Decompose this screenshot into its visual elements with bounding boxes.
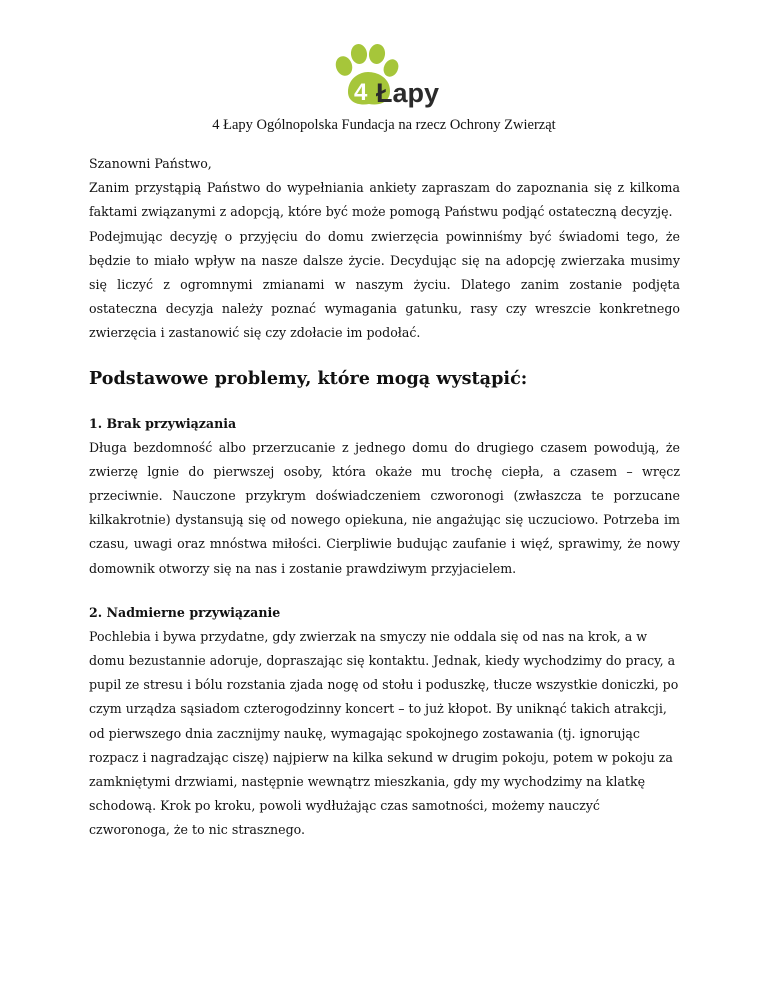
salutation: Szanowni Państwo, bbox=[89, 156, 212, 171]
organization-name: 4 Łapy Ogólnopolska Fundacja na rzecz Ochrony Zwierząt bbox=[212, 117, 556, 133]
intro-paragraph: Podejmując decyzję o przyjęciu do domu zwierzęcia powinniśmy być świadomi tego, że będzie to miało wpływ na nasze dalsze życie. Decydując się na adopcję zwierzaka musimy się liczyć z ogromnymi zmianami w naszym życiu. Dlatego zanim zostanie podjęta ostateczna decyzja należy poznać wymagania gatunku, rasy czy wreszcie konkretnego zwierzęcia i zastanowić się czy zdołacie im podołać. bbox=[89, 228, 680, 341]
logo-number: 4 bbox=[354, 79, 368, 106]
paw-logo-icon bbox=[332, 44, 444, 108]
foundation-logo bbox=[332, 44, 444, 108]
section-title: 1. Brak przywiązania bbox=[89, 415, 237, 431]
section-title: 2. Nadmierne przywiązanie bbox=[89, 604, 281, 620]
logo-wordmark: Łapy bbox=[376, 78, 440, 108]
section-body: Pochlebia i bywa przydatne, gdy zwierzak na smyczy nie oddala się od nas na krok, a w domu bezustannie adoruje, dopraszając się kontaktu. Jednak, kiedy wychodzimy do pracy, a pupil ze stresu i bólu rozstania zjada nogę od stołu i poduszkę, tłucze wszystkie doniczki, po czym urządza sąsiadom czterogodzinny koncert – to już kłopot. By uniknąć takich atrakcji, od pierwszego dnia zacznijmy naukę, wymagając spokojnego zostawania (tj. ignorując rozpacz i nagradzając ciszę) najpierw na kilka sekund w drugim pokoju, potem w pokoju za zamkniętymi drzwiami, następnie wewnątrz mieszkania, gdy my wychodzimy na klatkę schodową. Krok po kroku, powoli wydłużając czas samotności, możemy nauczyć czworonoga, że to nic strasznego. bbox=[89, 628, 679, 838]
intro-paragraph: Zanim przystąpią Państwo do wypełniania ankiety zapraszam do zapoznania się z kilkoma faktami związanymi z adopcją, które być może pomogą Państwu podjąć ostateczną decyzję. bbox=[89, 180, 680, 220]
section-body: Długa bezdomność albo przerzucanie z jednego domu do drugiego czasem powodują, że zwierzę lgnie do pierwszej osoby, która okaże mu trochę ciepła, a czasem – wręcz przeciwnie. Nauczone przykrym doświadczeniem czworonogi (zwłaszcza te porzucane kilkakrotnie) dystansują się od nowego opiekuna, nie angażując się uczuciowo. Potrzeba im czasu, uwagi oraz mnóstwa miłości. Cierpliwie budując zaufanie i więź, sprawimy, że nowy domownik otworzy się na nas i zostanie prawdziwym przyjacielem. bbox=[89, 439, 680, 576]
letter-body bbox=[89, 152, 680, 843]
main-heading: Podstawowe problemy, które mogą wystąpić: bbox=[89, 367, 528, 389]
